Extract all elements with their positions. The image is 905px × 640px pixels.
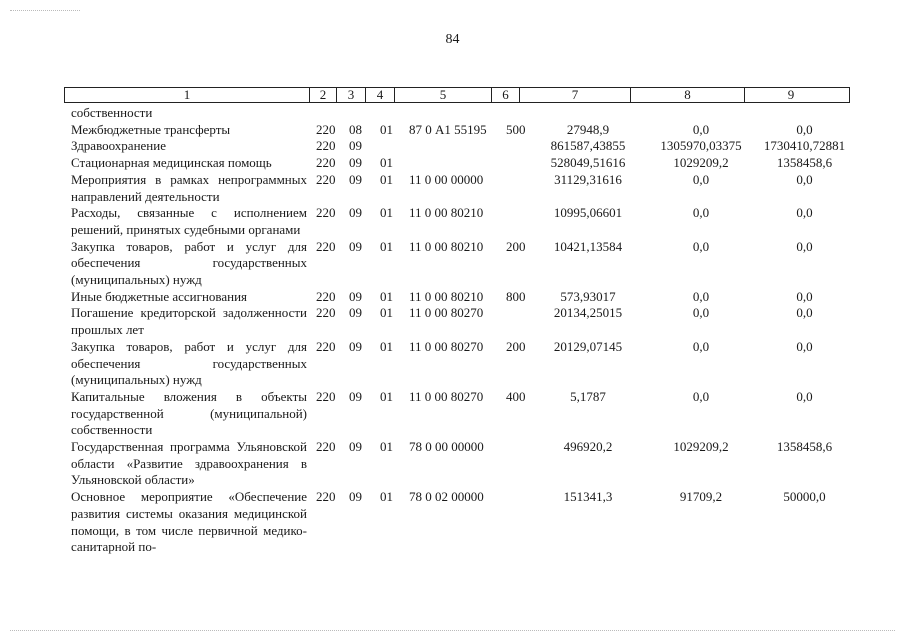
row-cell-col-7: 10421,13584: [553, 238, 623, 254]
row-cell-col-5: 11 0 00 80270: [409, 305, 484, 321]
row-cell-col-3: 09: [349, 338, 362, 354]
row-cell-col-7: 496920,2: [563, 439, 613, 455]
row-cell-col-8: 1029209,2: [673, 439, 729, 455]
row-cell-col-4: 01: [380, 489, 393, 505]
row-cell-col-5: 11 0 00 80210: [409, 288, 484, 304]
row-cell-col-4: 01: [380, 439, 393, 455]
row-cell-col-8: 0,0: [692, 305, 710, 321]
table-row: [0, 205, 905, 238]
row-description: Здравоохранение: [71, 138, 166, 154]
table-row: [0, 339, 905, 389]
row-cell-col-8: 0,0: [692, 338, 710, 354]
row-description: Иные бюджетные ассигнования: [71, 288, 248, 304]
row-description: Закупка товаров, работ и услуг для обеспечения государственных (муниципальных) нужд: [71, 238, 307, 288]
row-cell-col-8: 0,0: [692, 121, 710, 137]
row-cell-col-7: 27948,9: [566, 121, 610, 137]
row-cell-col-2: 220: [316, 138, 336, 154]
row-cell-col-8: 0,0: [692, 288, 710, 304]
row-cell-col-4: 01: [380, 155, 393, 171]
table-row: [0, 122, 905, 139]
row-description: Государственная программа Ульяновской области «Развитие здравоохранения в Ульяновской области»: [71, 439, 307, 488]
row-cell-col-9: 0,0: [796, 121, 813, 137]
row-cell-col-7: 5,1787: [570, 388, 606, 404]
row-cell-col-2: 220: [316, 388, 336, 404]
continuation-row: собственности: [71, 105, 153, 120]
row-description: Стационарная медицинская помощь: [71, 155, 272, 171]
row-cell-col-9: 0,0: [796, 238, 813, 254]
row-cell-col-9: 0,0: [796, 305, 813, 321]
row-cell-col-3: 09: [349, 439, 362, 455]
row-cell-col-5: 11 0 00 00000: [409, 171, 484, 187]
row-cell-col-5: 11 0 00 80210: [409, 238, 484, 254]
row-cell-col-5: 11 0 00 80270: [409, 338, 484, 354]
row-description: Капитальные вложения в объекты государственной (муниципальной) собственности: [71, 388, 307, 438]
column-header-5: 5: [395, 88, 492, 102]
row-cell-col-2: 220: [316, 288, 336, 304]
row-cell-col-3: 09: [349, 155, 362, 171]
column-header-9: 9: [787, 87, 795, 102]
table-row: [0, 439, 905, 489]
row-cell-col-8: 91709,2: [679, 489, 723, 505]
row-cell-col-6: 500: [506, 121, 526, 137]
budget-table-body: [0, 105, 905, 556]
scan-edge-mark: [10, 10, 80, 11]
row-cell-col-9: 0,0: [796, 338, 813, 354]
row-cell-col-2: 220: [316, 121, 336, 137]
column-header-1: 1: [65, 88, 310, 102]
page-number: 84: [445, 32, 460, 47]
table-row: [0, 138, 905, 155]
column-header-8: 8: [631, 88, 745, 102]
row-cell-col-6: 800: [506, 288, 526, 304]
row-cell-col-8: 0,0: [692, 171, 710, 187]
row-cell-col-2: 220: [316, 171, 336, 187]
table-row: [0, 155, 905, 172]
row-cell-col-9: 1358458,6: [776, 439, 833, 455]
row-cell-col-4: 01: [380, 288, 393, 304]
row-cell-col-4: 01: [380, 121, 393, 137]
row-cell-col-8: 0,0: [692, 238, 710, 254]
column-header-7: 7: [520, 88, 631, 102]
row-cell-col-4: 01: [380, 338, 393, 354]
row-cell-col-7: 573,93017: [560, 288, 616, 304]
table-row: [0, 489, 905, 556]
row-cell-col-9: 1730410,72881: [763, 138, 846, 154]
row-cell-col-5: 11 0 00 80270: [409, 388, 484, 404]
row-cell-col-7: 31129,31616: [554, 171, 622, 187]
row-cell-col-7: 20129,07145: [553, 338, 623, 354]
row-cell-col-2: 220: [316, 238, 336, 254]
row-description: Расходы, связанные с исполнением решений, принятых судебными органами: [71, 205, 307, 237]
row-cell-col-4: 01: [380, 388, 393, 404]
table-row: [0, 239, 905, 289]
row-cell-col-2: 220: [316, 489, 336, 505]
row-description: Мероприятия в рамках непрограммных направлений деятельности: [71, 171, 307, 204]
row-cell-col-9: 0,0: [796, 388, 813, 404]
row-description: Закупка товаров, работ и услуг для обеспечения государственных (муниципальных) нужд: [71, 338, 307, 388]
row-cell-col-7: 10995,06601: [553, 205, 623, 221]
column-header-6: 6: [492, 88, 520, 102]
row-cell-col-8: 0,0: [692, 388, 710, 404]
row-cell-col-7: 861587,43855: [550, 138, 626, 154]
table-row: [0, 305, 905, 338]
table-header: [64, 87, 850, 103]
row-cell-col-2: 220: [316, 155, 336, 171]
row-cell-col-6: 200: [506, 338, 526, 354]
row-cell-col-9: 1358458,6: [776, 155, 833, 171]
row-cell-col-3: 09: [349, 138, 362, 154]
row-description: Погашение кредиторской задолженности прошлых лет: [71, 305, 307, 338]
row-cell-col-9: 0,0: [796, 171, 813, 187]
row-cell-col-4: 01: [380, 305, 393, 321]
row-cell-col-4: 01: [380, 171, 393, 187]
row-cell-col-3: 09: [349, 388, 362, 404]
row-cell-col-3: 09: [349, 205, 362, 221]
row-cell-col-3: 09: [349, 238, 362, 254]
row-cell-col-5: 78 0 00 00000: [409, 439, 484, 455]
table-row: [0, 289, 905, 306]
row-cell-col-7: 151341,3: [563, 489, 613, 505]
row-cell-col-2: 220: [316, 205, 336, 221]
scan-edge-mark: [10, 630, 895, 631]
row-cell-col-7: 20134,25015: [553, 305, 623, 321]
row-cell-col-8: 1305970,03375: [660, 138, 742, 154]
row-description: Межбюджетные трансферты: [71, 121, 231, 137]
row-cell-col-5: 87 0 А1 55195: [409, 121, 487, 137]
row-cell-col-5: 11 0 00 80210: [409, 205, 484, 221]
row-cell-col-2: 220: [316, 305, 336, 321]
row-cell-col-6: 400: [506, 388, 526, 404]
row-cell-col-4: 01: [380, 238, 393, 254]
row-description: Основное мероприятие «Обеспечение развития системы оказания медицинской помощи, в том числе первичной медико-санитарной по-: [71, 489, 307, 555]
row-cell-col-4: 01: [380, 205, 393, 221]
row-cell-col-2: 220: [316, 338, 336, 354]
row-cell-col-3: 09: [349, 489, 362, 505]
table-row: [0, 172, 905, 205]
row-cell-col-8: 1029209,2: [673, 155, 729, 171]
column-header-2: 2: [310, 88, 337, 102]
table-row: [0, 389, 905, 439]
row-cell-col-5: 78 0 02 00000: [409, 489, 484, 505]
row-cell-col-8: 0,0: [692, 205, 710, 221]
row-cell-col-9: 0,0: [796, 205, 813, 221]
row-cell-col-2: 220: [316, 439, 336, 455]
row-cell-col-3: 09: [349, 288, 362, 304]
row-cell-col-3: 09: [349, 171, 362, 187]
row-cell-col-3: 09: [349, 305, 362, 321]
row-cell-col-7: 528049,51616: [550, 155, 626, 171]
row-cell-col-3: 08: [349, 121, 362, 137]
row-cell-col-6: 200: [506, 238, 526, 254]
row-cell-col-9: 0,0: [796, 288, 813, 304]
row-cell-col-9: 50000,0: [783, 489, 826, 505]
column-header-3: 3: [337, 88, 366, 102]
column-header-4: 4: [366, 88, 395, 102]
